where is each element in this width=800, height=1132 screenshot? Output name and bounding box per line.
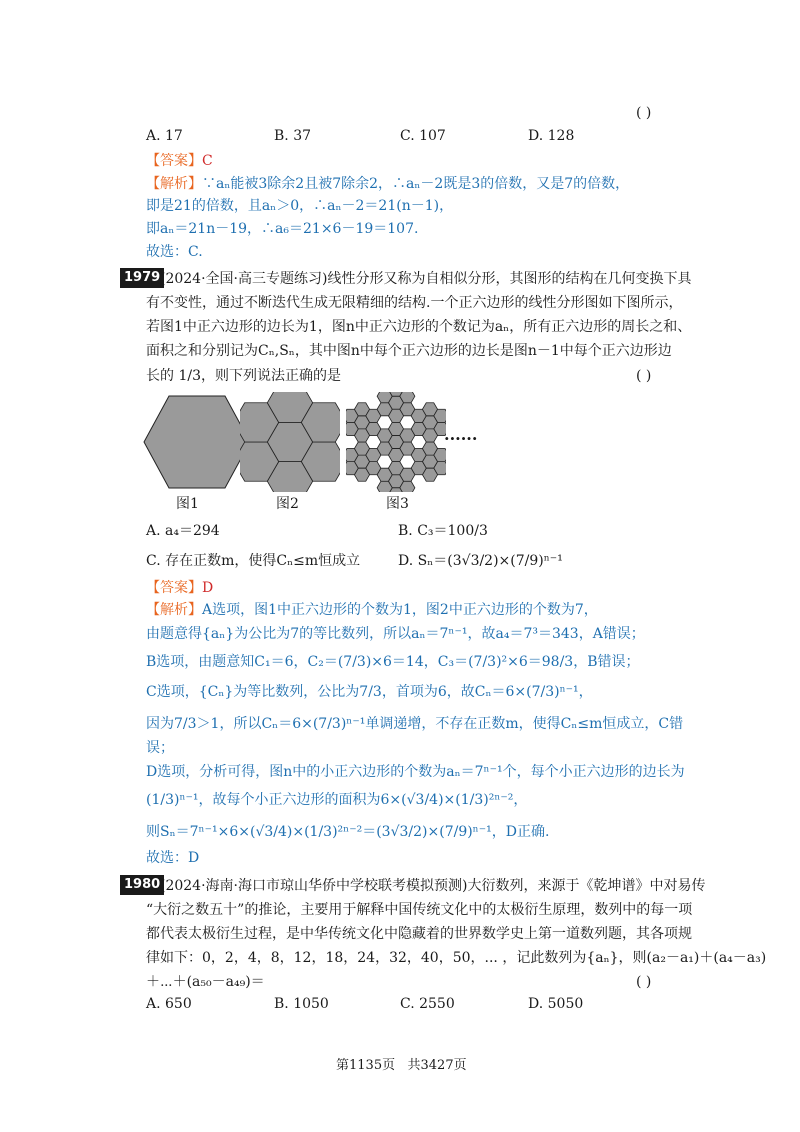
analysis-top-2: 即是21的倍数，且aₙ＞0，∴aₙ－2＝21(n－1)， [146, 198, 454, 214]
analysis-1979-7: D选项，分析可得，图n中的小正六边形的个数为aₙ＝7ⁿ⁻¹个，每个小正六边形的边长为 [146, 764, 685, 780]
choice-c-1979[interactable]: C. 存在正数m，使得Cₙ≤m恒成立 [146, 553, 361, 569]
q1979-line-3: 若图1中正六边形的边长为1，图n中正六边形的个数记为aₙ，所有正六边形的周长之和、 [146, 319, 692, 335]
figure-label-2: 图2 [276, 496, 299, 512]
analysis-1979-2: 由题意得{aₙ}为公比为7的等比数列，所以aₙ＝7ⁿ⁻¹，故a₄＝7³＝343，A错误； [146, 626, 645, 642]
analysis-1979-3: B选项，由题意知C₁＝6，C₂＝(7/3)×6＝14，C₃＝(7/3)²×6＝98/3，B错误； [146, 654, 640, 670]
choice-d-top[interactable]: D. 128 [528, 128, 575, 144]
analysis-1979-5: 因为7/3＞1，所以Cₙ＝6×(7/3)ⁿ⁻¹单调递增，不存在正数m，使得Cₙ≤m恒成立，C错 [146, 716, 684, 732]
analysis-1979-9: 则Sₙ＝7ⁿ⁻¹×6×(√3/4)×(1/3)²ⁿ⁻²＝(3√3/2)×(7/9)ⁿ⁻¹，D正确. [146, 824, 550, 840]
figure-label-1: 图1 [176, 496, 199, 512]
choice-c-1980[interactable]: C. 2550 [400, 996, 455, 1012]
figure-1-hexagon [142, 392, 252, 492]
page-number: 第1135页 共3427页 [336, 1058, 467, 1073]
paren-top: ( ) [636, 105, 652, 121]
choice-d-1980[interactable]: D. 5050 [528, 996, 584, 1012]
hexagon-cell [366, 449, 381, 462]
q1979-line-5: 长的 1/3，则下列说法正确的是 [146, 368, 341, 384]
choice-a-top[interactable]: A. 17 [146, 128, 183, 144]
figure-2-fractal [240, 392, 340, 492]
q1979-line-2: 有不变性，通过不断迭代生成无限精细的结构.一个正六边形的线性分形图如下图所示， [146, 295, 683, 311]
choice-b-1980[interactable]: B. 1050 [274, 996, 329, 1012]
question-number-1980: 1980 [120, 875, 164, 895]
q1979-line-4: 面积之和分别记为Cₙ,Sₙ，其中图n中每个正六边形的边长是图n－1中每个正六边形边 [146, 343, 672, 359]
q1979-line-1: (2024·全国·高三专题练习)线性分形又称为自相似分形，其图形的结构在几何变换下具 [160, 271, 692, 287]
analysis-top-1: 【解析】∵aₙ能被3除余2且被7除余2，∴aₙ－2既是3的倍数，又是7的倍数， [146, 176, 630, 192]
answer-tag: 【答案】 [146, 153, 202, 169]
analysis-1979-1: 【解析】A选项，图1中正六边形的个数为1，图2中正六边形的个数为7， [146, 602, 598, 618]
choice-a-1979[interactable]: A. a₄＝294 [146, 523, 220, 539]
analysis-1979-8: (1/3)ⁿ⁻¹，故每个小正六边形的面积为6×(√3/4)×(1/3)²ⁿ⁻²， [146, 792, 528, 808]
choice-b-top[interactable]: B. 37 [274, 128, 312, 144]
choice-d-1979[interactable]: D. Sₙ＝(3√3/2)×(7/9)ⁿ⁻¹ [398, 553, 563, 569]
paren-1980: ( ) [636, 974, 652, 990]
choice-a-1980[interactable]: A. 650 [146, 996, 192, 1012]
choice-c-top[interactable]: C. 107 [400, 128, 446, 144]
figure-3-fractal [346, 392, 446, 492]
paren-1979: ( ) [636, 368, 652, 384]
figure-label-3: 图3 [386, 496, 409, 512]
analysis-top-3: 即aₙ＝21n－19，∴a₆＝21×6－19＝107. [146, 221, 419, 237]
analysis-top-4: 故选：C. [146, 244, 203, 260]
q1980-line-5: ＋⋯＋(a₅₀－a₄₉)＝ [146, 974, 265, 990]
q1980-line-3: 都代表太极衍生过程，是中华传统文化中隐藏着的世界数学史上第一道数列题，其各项规 [146, 926, 692, 942]
hexagon-cell [411, 422, 426, 435]
analysis-tag: 【解析】 [146, 176, 202, 192]
analysis-1979-10: 故选：D [146, 850, 200, 866]
analysis-1979-6: 误； [146, 740, 174, 756]
q1980-line-1: (2024·海南·海口市琼山华侨中学校联考模拟预测)大衍数列，来源于《乾坤谱》中对易传 [160, 878, 706, 894]
q1980-line-2: “大衍之数五十”的推论，主要用于解释中国传统文化中的太极衍生原理，数列中的每一项 [146, 902, 693, 918]
hexagon-cell [377, 403, 392, 416]
answer-top [146, 151, 213, 171]
analysis-1979-4: C选项，{Cₙ}为等比数列，公比为7/3，首项为6，故Cₙ＝6×(7/3)ⁿ⁻¹， [146, 684, 593, 700]
answer-value: C [202, 153, 213, 169]
hexagon-cell [400, 468, 415, 481]
question-number-1979: 1979 [120, 268, 164, 288]
figure-ellipsis: ...... [444, 425, 478, 444]
choice-b-1979[interactable]: B. C₃＝100/3 [398, 523, 488, 539]
q1980-line-4: 律如下：0，2，4，8，12，18，24，32，40，50，... ，记此数列为{aₙ}，则(a₂－a₁)＋(a₄－a₃) [146, 950, 767, 966]
answer-1979: 【答案】D [146, 580, 214, 596]
